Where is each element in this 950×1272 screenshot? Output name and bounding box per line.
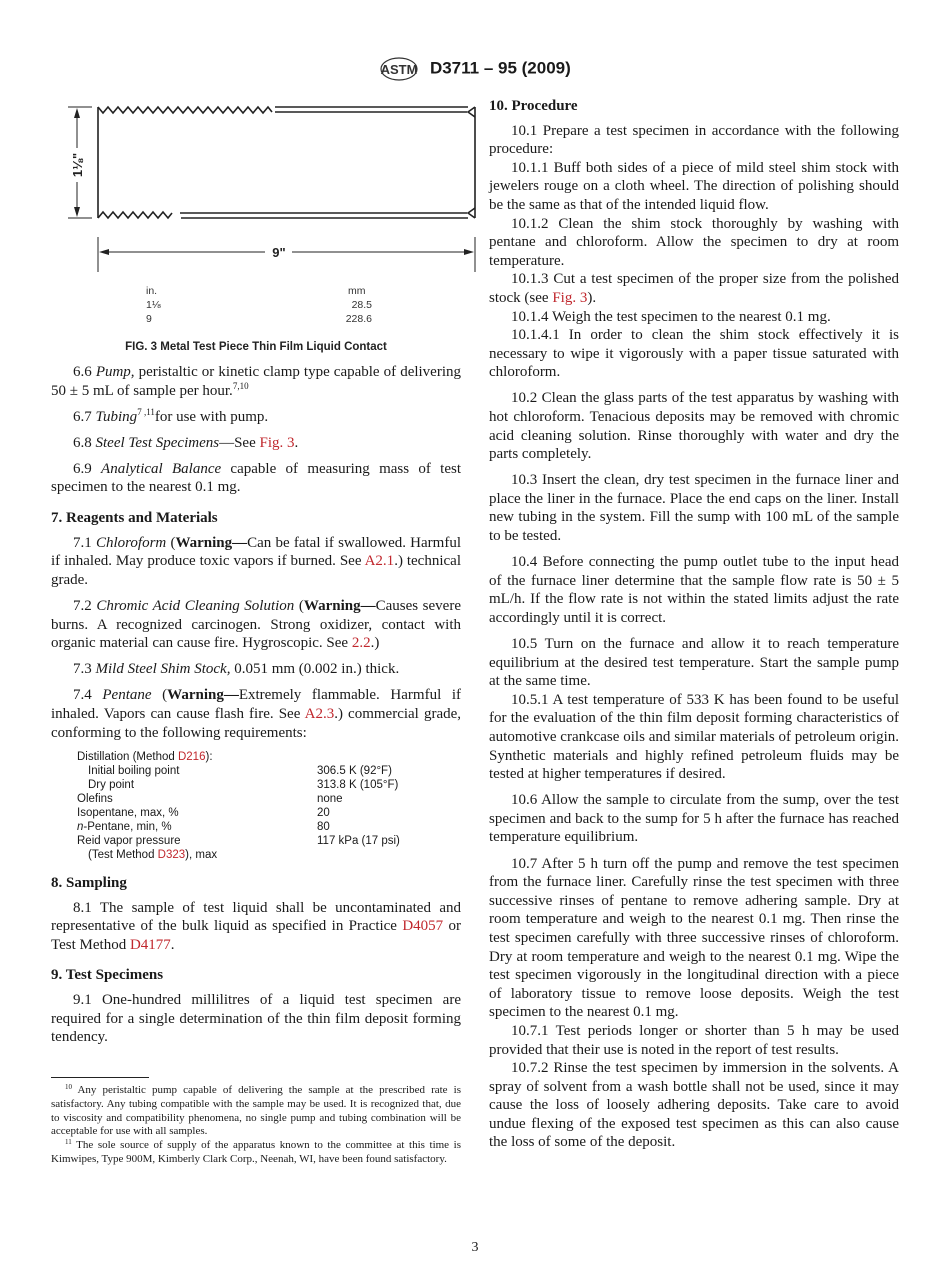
text-run: 10.7.2 Rinse the test specimen by immersion in the solvents. A spray of solvent from a wash bottle shall not be used, since it may cause the loss of loosely adhering deposits. Take care to avoid undue flexing of the exposed test specimen as this can also cause the loss of some of the deposit. [489, 1060, 899, 1151]
paragraph [489, 471, 899, 545]
conversion-header-in: in. [146, 285, 158, 297]
text-run: n [77, 821, 84, 834]
cross-reference-link[interactable]: D216 [177, 751, 206, 764]
text-run: 10.1 Prepare a test specimen in accordance with the following procedure: [489, 122, 899, 158]
text-run: 7.4 [73, 687, 103, 704]
text-run: 10.1.2 Clean the shim stock thoroughly by washing with pentane and chloroform. Allow the specimen to dry at room temperature. [489, 215, 899, 269]
text-run: . [170, 936, 175, 953]
conversion-mm-value: 28.5 [351, 299, 372, 311]
paragraph [51, 408, 461, 427]
text-run: Reid vapor pressure [77, 835, 181, 848]
text-run: Pump, [95, 364, 135, 380]
left-column [51, 363, 461, 1047]
text-run: Analytical Balance [101, 460, 222, 477]
text-run: 10.5.1 A test temperature of 533 K has been found to be useful for the evaluation of the thin film deposit forming characteristics of automotive crankcase oils and similar materials of petroleum origin. Synthetic materials and highly refined petroleum fluids may be tested at higher temperatures if desired. [489, 691, 899, 783]
cross-reference-link[interactable]: D4057 [402, 918, 444, 935]
dimension-height-label: 1⅛" [70, 152, 85, 178]
text-run: .) commercial grade, conforming to the following requirements: [51, 705, 462, 741]
footnote-number: 11 [65, 1138, 72, 1147]
text-run: 9.1 One-hundred millilitres of a liquid test specimen are required for a single determination of the thin film deposit forming tendency. [51, 992, 461, 1046]
paragraph [51, 899, 461, 955]
spec-label [51, 778, 317, 792]
text-run: Olefins [77, 793, 113, 806]
table-row [51, 750, 461, 764]
text-run: 6.6 [73, 364, 96, 380]
paragraph [489, 215, 899, 271]
text-run: 10.6 Allow the sample to circulate from the sump, over the test specimen and back to the sump for 5 h after the furnace has reached temperature equilibrium. [489, 792, 899, 846]
text-run: Extremely flammable. Harmful if inhaled. Vapors can cause flash fire. See [51, 687, 462, 722]
table-row [51, 848, 461, 862]
text-run: ( [294, 597, 304, 614]
text-run: .) [370, 635, 380, 652]
paragraph [489, 122, 899, 159]
text-run: .) technical grade. [51, 553, 461, 588]
paragraph [51, 597, 461, 653]
conversion-in-value: 1⅛ [146, 299, 161, 311]
text-run: Distillation (Method [77, 751, 178, 764]
paragraph [489, 635, 899, 691]
text-run: 8. Sampling [51, 875, 127, 892]
text-run: 10.1.3 Cut a test specimen of the proper size from the polished stock (see [489, 271, 899, 306]
paragraph [489, 855, 899, 1022]
conversion-in-value: 9 [146, 313, 152, 325]
table-row [51, 806, 461, 820]
cross-reference-link[interactable]: Fig. 3 [552, 289, 588, 306]
page-header [0, 56, 950, 82]
table-row [51, 792, 461, 806]
text-run: ( [166, 534, 176, 551]
text-run: -Pentane, min, % [83, 821, 172, 834]
text-run: Can be fatal if swallowed. Harmful if inhaled. May produce toxic vapors if burned. See [51, 534, 461, 570]
spec-value: none [317, 793, 343, 806]
right-column [489, 85, 899, 1152]
table-row [51, 778, 461, 792]
paragraph [489, 270, 899, 307]
paragraph [51, 686, 461, 742]
paragraph [489, 159, 899, 215]
astm-logo-icon [379, 56, 419, 82]
cross-reference-link[interactable]: D323 [157, 849, 186, 862]
paragraph [51, 991, 461, 1047]
spec-label [51, 806, 317, 820]
figure-3-drawing [0, 90, 490, 365]
document-designation: D3711 – 95 (2009) [429, 58, 571, 78]
footnote-text: The sole source of supply of the apparatus known to the committee at this time is Kimwipes, Type 900M, Kimberly Clark Corp., Neenah, WI, have been found satisfactory. [51, 1139, 461, 1165]
text-run: 6.8 [73, 434, 96, 451]
footnote-ref: 7 ,11 [137, 406, 155, 417]
table-row [51, 764, 461, 778]
footnote-number: 10 [65, 1083, 72, 1091]
text-run: 10.7.1 Test periods longer or shorter than 5 h may be used provided that their use is noted in the report of test results. [489, 1022, 899, 1058]
paragraph [489, 791, 899, 847]
text-run: Initial boiling point [88, 765, 180, 778]
text-run: Causes severe burns. A recognized carcinogen. Strong oxidizer, contact with organic material can cause fire. Hygroscopic. See [51, 597, 461, 652]
svg-text:ASTM: ASTM [380, 62, 418, 77]
paragraph [51, 434, 461, 453]
text-run: 10.5 Turn on the furnace and allow it to reach temperature equilibrium at the desired test temperature. Start the sample pump at the same time. [489, 636, 899, 690]
text-run: . [294, 434, 299, 451]
zigzag-top [98, 107, 272, 113]
text-run: (Test Method [88, 849, 158, 862]
paragraph [489, 326, 899, 382]
text-run: Steel Test Specimens [95, 434, 220, 451]
cross-reference-link[interactable]: D4177 [129, 936, 171, 953]
paragraph [51, 660, 461, 679]
paragraph [489, 553, 899, 627]
section-heading [51, 509, 461, 528]
text-run: 0.051 mm (0.002 in.) thick. [230, 661, 400, 678]
table-row [51, 820, 461, 834]
paragraph [489, 1059, 899, 1152]
text-run: Chromic Acid Cleaning Solution [96, 597, 295, 614]
text-run: Chloroform [95, 534, 167, 551]
text-run: Warning— [175, 534, 248, 551]
text-run: Warning— [167, 687, 239, 704]
text-run: Dry point [88, 779, 135, 792]
cross-reference-link[interactable]: A2.3 [304, 705, 335, 722]
text-run: 9. Test Specimens [51, 967, 164, 984]
spec-value: 306.5 K (92°F) [317, 765, 392, 778]
text-run: ): [205, 751, 213, 764]
conversion-mm-value: 228.6 [345, 313, 372, 325]
paragraph [51, 460, 461, 497]
paragraph [489, 691, 899, 784]
spec-value: 117 kPa (17 psi) [317, 835, 400, 848]
section-heading [51, 874, 461, 893]
text-run: Pentane [102, 687, 152, 704]
footnotes [51, 1077, 461, 1167]
cross-reference-link[interactable]: A2.1 [364, 553, 395, 570]
text-run: ( [151, 687, 168, 704]
text-run: ), max [185, 849, 218, 862]
page-number: 3 [471, 1240, 479, 1255]
spec-label [51, 820, 317, 834]
text-run: 10.1.4.1 In order to clean the shim stock effectively it is necessary to wipe it vigorously with a paper tissue saturated with chloroform. [489, 327, 899, 381]
text-run: 10.3 Insert the clean, dry test specimen in the furnace liner and place the liner in the furnace. Place the end caps on the liner. Install new tubing in the system. Fill the sump with 100 mL of the sample to be tested. [489, 472, 899, 545]
section-heading [51, 966, 461, 985]
text-run: capable of measuring mass of test specimen to the nearest 0.1 mg. [51, 460, 461, 496]
cross-reference-link[interactable]: 2.2 [351, 635, 371, 652]
text-run: Tubing [95, 408, 138, 425]
text-run: peristaltic or kinetic clamp type capable of delivering 50 ± 5 mL of sample per hour. [51, 364, 462, 399]
text-run: or Test Method [51, 918, 461, 953]
footnote-11 [51, 1139, 461, 1167]
paragraph [51, 534, 461, 590]
dimension-length-label: 9" [272, 245, 286, 260]
text-run: for use with pump. [154, 408, 269, 425]
text-run: 7. Reagents and Materials [51, 510, 218, 527]
section-heading [489, 97, 899, 116]
footnote-ref: 7,10 [232, 380, 249, 391]
spec-value: 80 [317, 821, 330, 834]
text-run: 10.2 Clean the glass parts of the test apparatus by washing with hot chloroform. Tenacious deposits may be removed with chromic acid cleaning solution. Rinse thoroughly with water and dry the parts completely. [489, 390, 899, 463]
text-run: 6.9 [73, 460, 102, 477]
spec-label [51, 834, 317, 848]
figure-caption: FIG. 3 Metal Test Piece Thin Film Liquid Contact [125, 341, 387, 353]
text-run: 10.1.1 Buff both sides of a piece of mild steel shim stock with jewelers rouge on a cloth wheel. The direction of polishing should be the same as that of the intended liquid flow. [489, 159, 899, 213]
pentane-spec-table [51, 750, 461, 862]
text-run: 10.1.4 Weigh the test specimen to the nearest 0.1 mg. [511, 308, 831, 325]
text-run: 10.4 Before connecting the pump outlet tube to the input head of the furnace liner determine that the sample flow rate is 50 ± 5 mL/h. If the flow rate is not within the stated limits adjust the rate accordingly until it is correct. [489, 554, 899, 626]
cross-reference-link[interactable]: Fig. 3 [259, 434, 295, 451]
zigzag-bottom [98, 212, 172, 218]
text-run: ). [587, 289, 597, 306]
text-run: Isopentane, max, % [77, 807, 179, 820]
footnote-10 [51, 1084, 461, 1139]
spec-value: 20 [317, 807, 330, 820]
spec-label [51, 848, 317, 862]
text-run: 8.1 The sample of test liquid shall be uncontaminated and representative of the bulk liquid as specified in Practice [51, 899, 461, 935]
footnote-divider [51, 1077, 149, 1078]
text-run: —See [219, 434, 260, 451]
table-row [51, 834, 461, 848]
paragraph [489, 389, 899, 463]
paragraph [489, 308, 899, 327]
text-run: 7.1 [73, 534, 96, 551]
spec-value: 313.8 K (105°F) [317, 779, 399, 792]
text-run: 10.7 After 5 h turn off the pump and remove the test specimen from the furnace liner. Carefully rinse the test specimen with three successive rinses of pentane to remove adhering sample. Dry at room temperature and weigh to the nearest 0.1 mg. Then rinse the test specimen carefully with three successive rinses of chloroform. Dry at room temperature and weigh to the nearest 0.1 mg. Wipe the test specimen vigorously in the longitudinal direction with a piece of laboratory tissue to remove loose deposits. Weigh the test specimen to the nearest 0.1 mg. [489, 855, 899, 1021]
text-run: 7.2 [73, 597, 97, 614]
text-run: Mild Steel Shim Stock, [95, 661, 231, 678]
conversion-header-mm: mm [348, 285, 366, 297]
spec-label [51, 764, 317, 778]
footnote-text: Any peristaltic pump capable of delivering the sample at the prescribed rate is satisfactory. Any tubing compatible with the sample may be used. It is recognized that, due to viscosity and compatibility phenomena, no single pump and tubing combination will be acceptable for use with all samples. [51, 1084, 461, 1138]
paragraph [51, 363, 461, 400]
spec-label [51, 750, 317, 764]
text-run: 7.3 [73, 661, 96, 678]
text-run: Warning— [303, 597, 376, 614]
paragraph [489, 1022, 899, 1059]
text-run: 10. Procedure [489, 98, 578, 114]
text-run: 6.7 [73, 408, 96, 425]
spec-label [51, 792, 317, 806]
